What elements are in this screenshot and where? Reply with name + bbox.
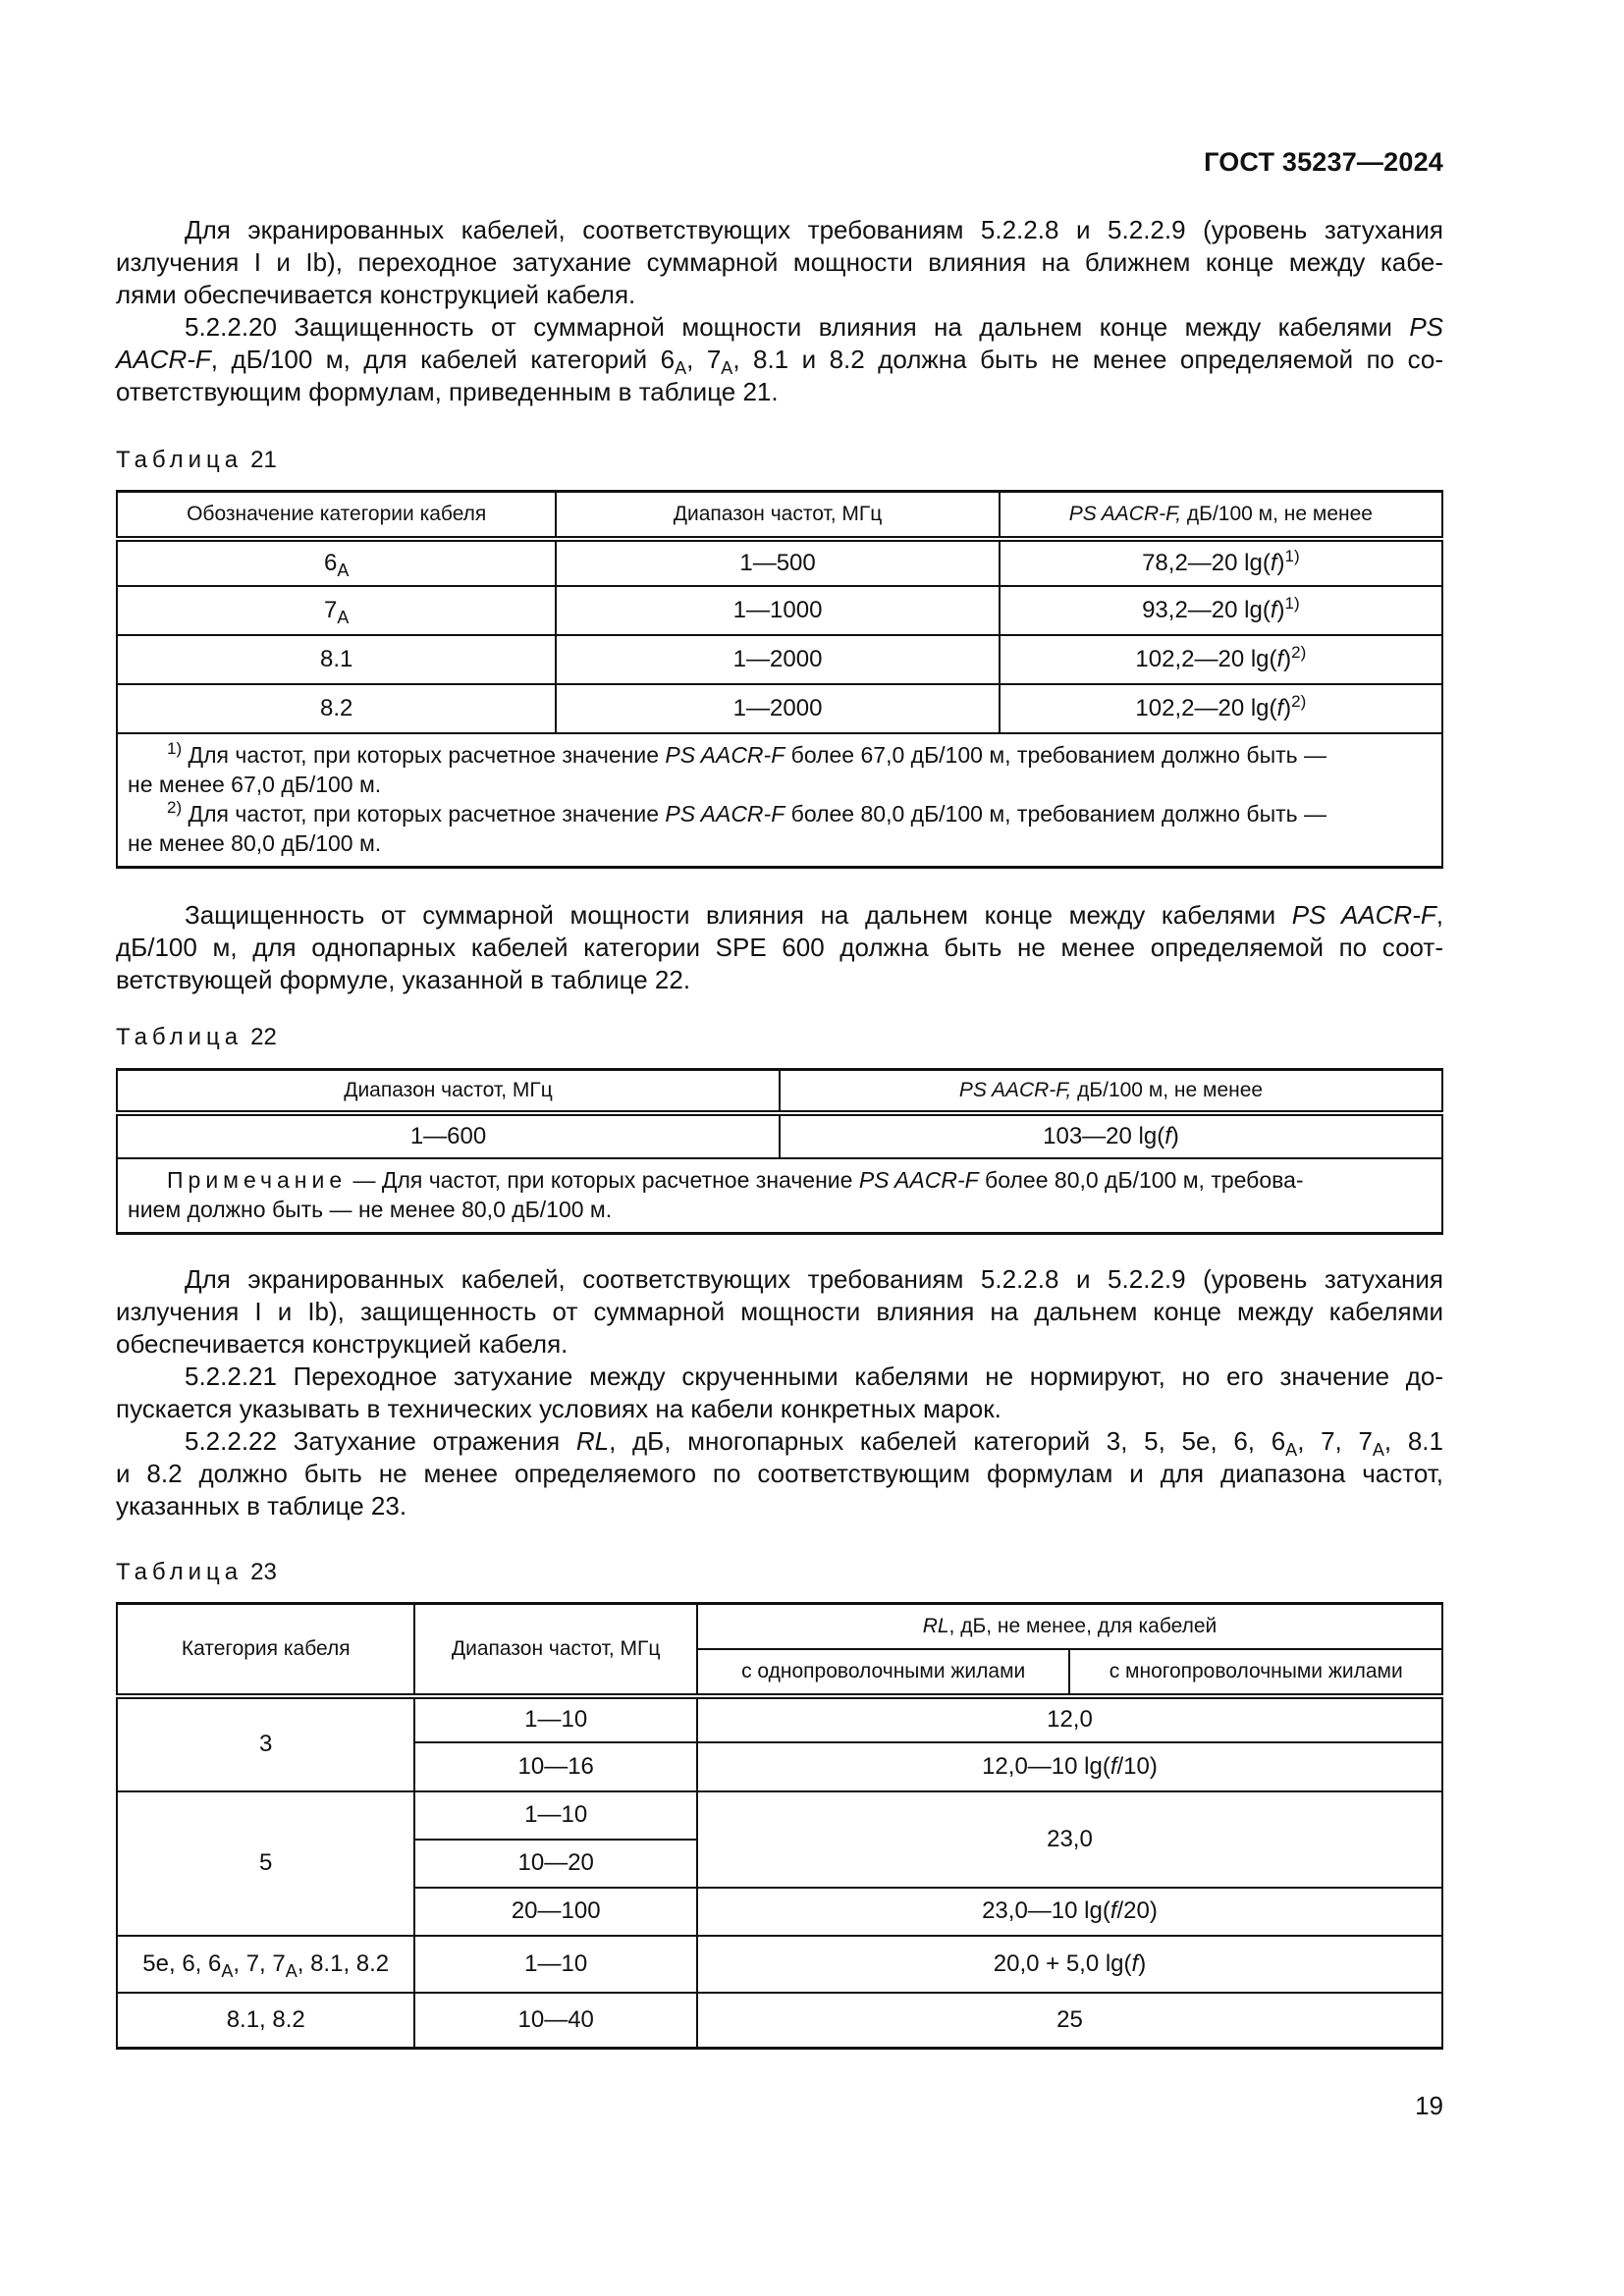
column-header: Диапазон частот, МГц — [117, 1070, 780, 1113]
frequency-range-cell: 10—40 — [414, 1993, 696, 2049]
text-line: Для экранированных кабелей, соответствующих требованиям 5.2.2.8 и 5.2.2.9 (уровень затухания — [185, 215, 1443, 244]
formula-cell: 102,2—20 $\lg(f)^{2)}$ — [1000, 684, 1442, 733]
frequency-range-cell: 10—16 — [414, 1742, 696, 1791]
note-line-cont: нием должно быть — не менее 80,0 дБ/100 м. — [128, 1196, 613, 1222]
table-21 — [116, 490, 1443, 869]
value-cell: 23,0—10 lg(f/20) — [697, 1888, 1442, 1936]
table-22 — [116, 1068, 1443, 1235]
text-line: ответствующим формулам, приведенным в таблице 21. — [116, 377, 779, 406]
table-row — [117, 1936, 1442, 1993]
paragraph-5-2-2-21 — [116, 1361, 1443, 1425]
table-row — [117, 586, 1442, 635]
table-22-caption: Таблица 22 — [116, 1024, 277, 1050]
value-cell: 12,0 — [697, 1696, 1442, 1742]
paragraph-shielded-next — [116, 214, 1443, 311]
category-cell: 3 — [117, 1696, 414, 1791]
value-cell: 20,0 + 5,0 lg(f) — [697, 1936, 1442, 1993]
column-header: Диапазон частот, МГц — [414, 1604, 696, 1696]
column-header: с многопроволочными жилами — [1069, 1649, 1442, 1696]
table-row — [117, 1993, 1442, 2049]
column-header: Обозначение категории кабеля — [117, 492, 556, 539]
text-line: ветствующей формуле, указанной в таблице 22. — [116, 965, 691, 994]
category-cell: 8.1 — [117, 635, 556, 684]
text-line: лями обеспечивается конструкцией кабеля. — [116, 280, 636, 309]
table-row — [117, 635, 1442, 684]
footnote-2-cont: не менее 80,0 дБ/100 м. — [128, 829, 382, 856]
formula-cell: 102,2—20 $\lg(f)^{2)}$ — [1000, 635, 1442, 684]
table-row — [117, 1113, 1442, 1158]
category-cell: 8.2 — [117, 684, 556, 733]
category-cell: 5 — [117, 1791, 414, 1936]
table-note-row — [117, 1158, 1442, 1234]
table-row — [117, 684, 1442, 733]
text-line: излучения I и Ib), переходное затухание суммарной мощности влияния на ближнем конце между кабе- — [116, 247, 1443, 277]
text-line: Защищенность от суммарной мощности влияния на дальнем конце между кабелями PS AACR-F, — [185, 900, 1443, 930]
category-cell: $6_A$ — [117, 539, 556, 586]
column-header: PS AACR-F, дБ/100 м, не менее — [1000, 492, 1442, 539]
text-line: 5.2.2.21 Переходное затухание между скрученными кабелями не нормируют, но его значение до- — [185, 1362, 1443, 1391]
frequency-range-cell: 20—100 — [414, 1888, 696, 1936]
note-line: Примечание — Для частот, при которых расчетное значение PS AACR-F более 80,0 дБ/100 м, требова- — [167, 1166, 1304, 1193]
column-header: с однопроволочными жилами — [697, 1649, 1070, 1696]
value-cell: 23,0 — [697, 1791, 1442, 1888]
column-header: Категория кабеля — [117, 1604, 414, 1696]
text-line: дБ/100 м, для однопарных кабелей категории SPE 600 должна быть не менее определяемой по соот- — [116, 933, 1443, 962]
frequency-range-cell: 1—2000 — [556, 684, 999, 733]
frequency-range-cell: 1—10 — [414, 1936, 696, 1993]
table-header-row — [117, 1070, 1442, 1113]
formula-cell: 78,2—20 $\lg(f)^{1)}$ — [1000, 539, 1442, 586]
formula-cell: 103—20 lg(f) — [780, 1113, 1442, 1158]
value-cell: 12,0—10 lg(f/10) — [697, 1742, 1442, 1791]
text-line: 5.2.2.20 Защищенность от суммарной мощности влияния на дальнем конце между кабелями PS — [185, 312, 1443, 342]
frequency-range-cell: 1—10 — [414, 1696, 696, 1742]
paragraph-5-2-2-22 — [116, 1425, 1443, 1522]
text-line: и 8.2 должно быть не менее определяемого по соответствующим формулам и для диапазона частот, — [116, 1459, 1443, 1488]
frequency-range-cell: 1—500 — [556, 539, 999, 586]
formula-cell: 93,2—20 $\lg(f)^{1)}$ — [1000, 586, 1442, 635]
table-row — [117, 539, 1442, 586]
category-cell: 8.1, 8.2 — [117, 1993, 414, 2049]
text-line: Для экранированных кабелей, соответствующих требованиям 5.2.2.8 и 5.2.2.9 (уровень затухания — [185, 1264, 1443, 1294]
table-row — [117, 1696, 1442, 1742]
frequency-range-cell: 1—1000 — [556, 586, 999, 635]
table-note — [117, 1158, 1442, 1234]
table-23-caption: Таблица 23 — [116, 1559, 277, 1585]
table-header-row — [117, 1604, 1442, 1649]
table-footnotes — [117, 733, 1442, 868]
paragraph-5-2-2-20 — [116, 311, 1443, 408]
text-line: указанных в таблице 23. — [116, 1491, 407, 1521]
table-row — [117, 1791, 1442, 1840]
document-id-header: ГОСТ 35237—2024 — [1204, 147, 1443, 177]
text-line: пускается указывать в технических условиях на кабели конкретных марок. — [116, 1394, 1001, 1423]
paragraph-shielded-far — [116, 1263, 1443, 1361]
page-number: 19 — [1415, 2091, 1443, 2120]
footnote-2: $^{2)}$ Для частот, при которых расчетное значение PS AACR-F более 80,0 дБ/100 м, требованием должно быть — — [167, 797, 1327, 827]
text-line: 5.2.2.22 Затухание отражения RL, дБ, многопарных кабелей категорий 3, 5, 5е, 6, $6_A$, 7, $7_A$, 8.1 — [185, 1426, 1443, 1460]
frequency-range-cell: 1—600 — [117, 1113, 780, 1158]
category-cell: $7_A$ — [117, 586, 556, 635]
column-header: PS AACR-F, дБ/100 м, не менее — [780, 1070, 1442, 1113]
text-line: излучения I и Ib), защищенность от суммарной мощности влияния на дальнем конце между кабелями — [116, 1297, 1443, 1326]
paragraph-spe600 — [116, 899, 1443, 996]
table-header-row — [117, 492, 1442, 539]
column-group-header: RL, дБ, не менее, для кабелей — [697, 1604, 1442, 1649]
table-23 — [116, 1602, 1443, 2050]
category-cell: 5е, 6, $6_A$, 7, $7_A$, 8.1, 8.2 — [117, 1936, 414, 1993]
frequency-range-cell: 10—20 — [414, 1840, 696, 1888]
frequency-range-cell: 1—10 — [414, 1791, 696, 1840]
frequency-range-cell: 1—2000 — [556, 635, 999, 684]
footnote-1-cont: не менее 67,0 дБ/100 м. — [128, 771, 382, 797]
column-header: Диапазон частот, МГц — [556, 492, 999, 539]
footnote-1: $^{1)}$ Для частот, при которых расчетное значение PS AACR-F более 67,0 дБ/100 м, требованием должно быть — — [167, 738, 1327, 768]
value-cell: 25 — [697, 1993, 1442, 2049]
text-line: AACR-F, дБ/100 м, для кабелей категорий $6_A$, $7_A$, 8.1 и 8.2 должна быть не менее определяемой по со- — [116, 345, 1443, 378]
text-line: обеспечивается конструкцией кабеля. — [116, 1329, 568, 1359]
table-footnotes-row — [117, 733, 1442, 868]
table-21-caption: Таблица 21 — [116, 447, 277, 473]
